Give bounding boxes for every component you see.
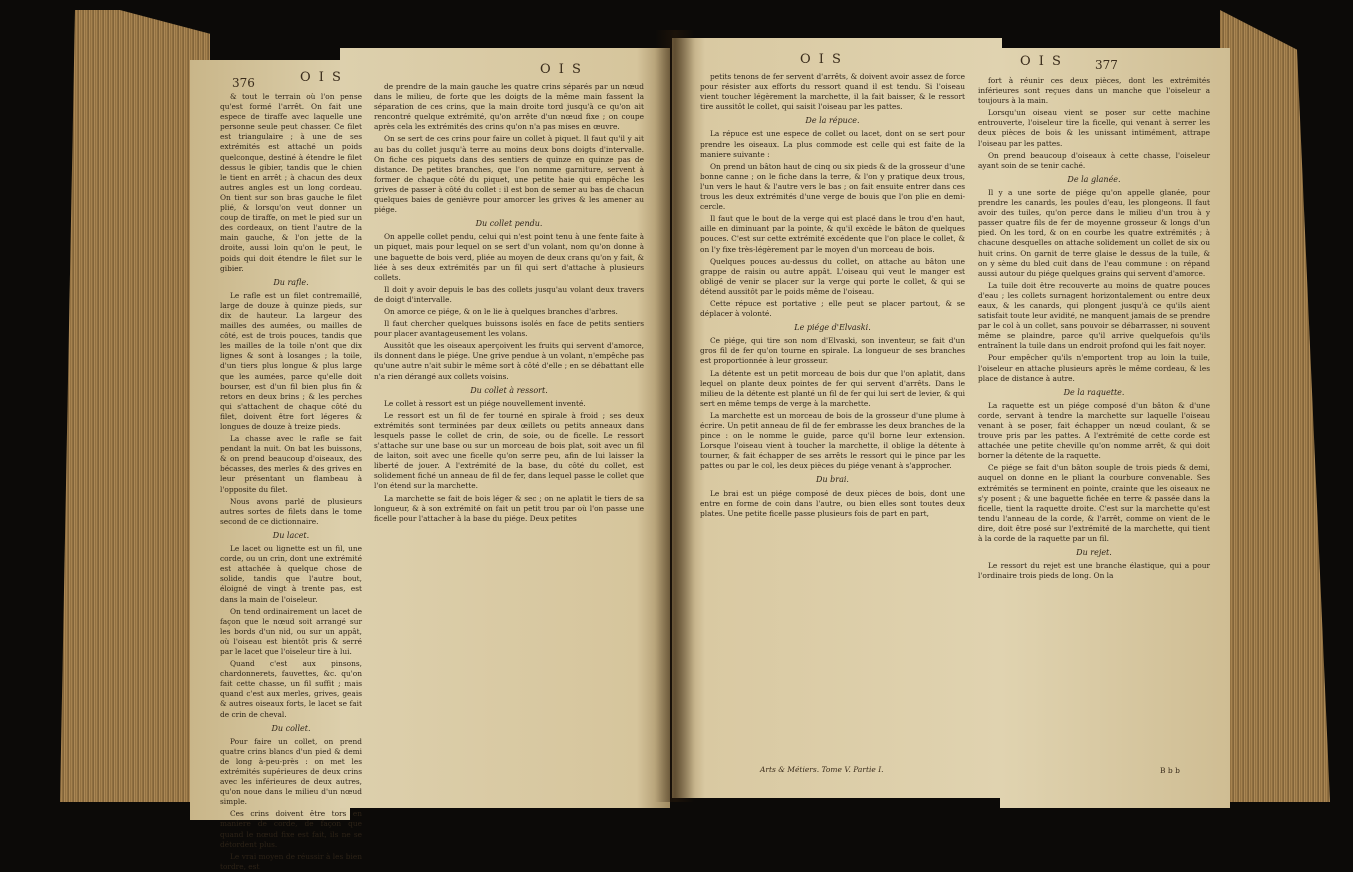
right-page-column-1	[700, 72, 965, 762]
gathering-mark: B b b	[1160, 766, 1180, 775]
paragraph: On prend un bâton haut de cinq ou six pieds & de la grosseur d'une bonne canne ; on le fiche dans la terre, & l'on y pratique deux trous, l'un vers le haut & l'autre vers le bas ; on fait ensuite entrer dans ces trous les deux extrémités d'une verge de bouis que l'on plie en demi-cercle.	[700, 161, 965, 212]
left-page-column-1	[220, 92, 362, 871]
paragraph: Le lacet ou lignette est un fil, une corde, ou un crin, dont une extrémité est attachée à quelque chose de solide, tandis que l'autre bout, éloigné de vingt à trente pas, est dans la main de l'oiseleur.	[220, 544, 362, 604]
paragraph: La tuile doit être recouverte au moins de quatre pouces d'eau ; les collets surnagent horizontalement ou entre deux eaux, & les canards, qui plongent jusqu'à ce qu'ils aient satisfait toute leur avidité, ne manquent jamais de se prendre par le col à un collet, sans pouvoir se débarrasser, ni souvent même se plaindre, parce qu'il arrive quelquefois qu'ils entraînent la tuile dans un endroit profond qui les fait noyer.	[978, 280, 1210, 351]
paragraph: Nous avons parlé de plusieurs autres sortes de filets dans le tome second de ce dictionnaire.	[220, 496, 362, 526]
paragraph: petits tenons de fer servent d'arrêts, & doivent avoir assez de force pour résister aux efforts du ressort quand il est tendu. Si l'oiseau vient toucher légèrement la marchette, il la fait baisser, & le ressort tire aussitôt le collet, qui saisit l'oiseau par les pattes.	[700, 72, 965, 112]
paragraph: Le brai est un piége composé de deux pièces de bois, dont une entre en forme de coin dans l'autre, ou bien elles sont toutes deux plates. Une petite ficelle passe plusieurs fois de part en part,	[700, 488, 965, 518]
book-edge-right	[1220, 10, 1330, 802]
running-head-right-1: O I S	[800, 52, 843, 67]
section-heading: Du collet à ressort.	[470, 385, 548, 395]
paragraph: Ce piége se fait d'un bâton souple de trois pieds & demi, auquel on donne en le pliant la courbure convenable. Ses extrémités se terminent en pointe, crainte que les oiseaux ne s'y posent ; & une baguette fichée en terre & passée dans la ficelle, tient la raquette droite. C'est sur la marchette qu'est tendu l'anneau de la corde, & l'arrêt, comme on vient de le dire, doit être posé sur l'extrémité de la marchette, qui tient à la corde de la raquette par un fil.	[978, 463, 1210, 544]
section-heading: Du brai.	[816, 475, 849, 485]
book-edge-left	[60, 10, 210, 802]
paragraph: Cette répuce est portative ; elle peut se placer partout, & se déplacer à volonté.	[700, 298, 965, 319]
paragraph: La marchette est un morceau de bois de la grosseur d'une plume à écrire. Un petit anneau de fil de fer embrasse les deux branches de la pince : on le nomme le guide, parce qu'il borne leur extension. Lorsque l'oiseau vient à toucher la marchette, il oblige la détente à tourner, & fait échapper de ses arrêts le ressort qui le pince par les pattes ou par le col, les deux pièces du piége venant à s'approcher.	[700, 410, 965, 471]
paragraph: Quelques pouces au-dessus du collet, on attache au bâton une grappe de raisin ou autre appât. L'oiseau qui veut le manger est obligé de venir se placer sur la verge qui porte le collet, & qui se détend aussitôt par le poids même de l'oiseau.	[700, 256, 965, 296]
right-page-column-2	[978, 76, 1210, 776]
section-heading: De la répuce.	[805, 116, 860, 126]
section-heading: Du collet.	[271, 723, 311, 733]
paragraph: Le vrai moyen de réussir à les bien tordre, est	[220, 851, 362, 871]
section-heading: De la raquette.	[1063, 387, 1125, 397]
paragraph: Le rafle est un filet contremaillé, large de douze à quinze pieds, sur dix de hauteur. La largeur des mailles des aumées, ou mailles de côté, est de trois pouces, tandis que les mailles de la toile n'ont que dix lignes & sont à losanges ; la toile, d'un tiers plus longue & plus large que les aumées, parce qu'elle doit bourser, est d'un fil bien plus fin & retors en deux brins ; & les perches qui s'attachent de chaque côté du filet, doivent être fort légeres & longues de douze à treize pieds.	[220, 290, 362, 431]
paragraph: Il faut chercher quelques buissons isolés en face de petits sentiers pour placer avantageusement les volans.	[374, 319, 644, 339]
paragraph: Quand c'est aux pinsons, chardonnerets, fauvettes, &c. qu'on fait cette chasse, un fil suffit ; mais quand c'est aux merles, grives, geais & autres oiseaux forts, le lacet se fait de crin de cheval.	[220, 659, 362, 719]
paragraph: Pour faire un collet, on prend quatre crins blancs d'un pied & demi de long à-peu-près : on met les extrémités supérieures de deux crins avec les inférieures de deux autres, qu'on noue dans le milieu d'un nœud simple.	[220, 736, 362, 807]
running-head-right-2: O I S	[1020, 54, 1063, 69]
page-number-left: 376	[232, 76, 255, 90]
section-heading: De la glanée.	[1067, 174, 1121, 184]
paragraph: Le ressort est un fil de fer tourné en spirale à froid ; ses deux extrémités sont terminées par deux œillets ou petits anneaux dans lesquels passe le collet de crin, de soie, ou de ficelle. Le ressort s'attache sur une base ou sur un morceau de bois plat, soit avec un fil de laiton, soit avec une ficelle qu'on serre peu, afin de lui laisser la liberté de jouer. A l'extrémité de la base, du côté du collet, est solidement fiché un anneau de fil de fer, dans lequel passe le collet que l'on étend sur la marchette.	[374, 410, 644, 491]
section-heading: Du rejet.	[1076, 548, 1112, 558]
paragraph: Il doit y avoir depuis le bas des collets jusqu'au volant deux travers de doigt d'intervalle.	[374, 284, 644, 304]
paragraph: de prendre de la main gauche les quatre crins séparés par un nœud dans le milieu, de forte que les doigts de la même main fassent la séparation de ces crins, que la main droite tord jusqu'à ce qu'on ait rencontré quelque extrémité, qu'on arrête d'un nœud fixe ; on coupe après cela les extrémités des crins qu'on n'a pas mises en œuvre.	[374, 82, 644, 132]
paragraph: On tend ordinairement un lacet de façon que le nœud soit arrangé sur les bords d'un nid, ou sur un appât, où l'oiseau est bientôt pris & serré par le lacet que l'oiseleur tire à lui.	[220, 606, 362, 656]
left-page-column-2	[374, 82, 644, 792]
paragraph: Le ressort du rejet est une branche élastique, qui a pour l'ordinaire trois pieds de long. On la	[978, 561, 1210, 581]
running-head-left-2: O I S	[540, 62, 583, 77]
paragraph: La détente est un petit morceau de bois dur que l'on aplatit, dans lequel on plante deux pointes de fer qui servent d'arrêts. Dans le milieu de la détente est planté un fil de fer qui lui sert de levier, & qui sert en même temps de verge à la marchette.	[700, 368, 965, 408]
paragraph: & tout le terrain où l'on pense qu'est formé l'arrêt. On fait une espece de tiraffe avec laquelle une personne seule peut chasser. Ce filet est triangulaire ; à une de ses extrémités est attaché un poids quelconque, destiné à étendre le filet dessus le gibier, tandis que le chien le tient en arrêt ; à chacun des deux autres angles est un long cordeau. On tient sur son bras gauche le filet plié, & lorsqu'on veut donner un coup de tiraffe, on met le pied sur un des cordeaux, on tient l'autre de la main gauche, & l'on jette de la droite, aussi loin qu'on le peut, le poids qui doit étendre le filet sur le gibier.	[220, 92, 362, 273]
section-heading: Le piége d'Elvaski.	[794, 323, 871, 333]
paragraph: Pour empêcher qu'ils n'emportent trop au loin la tuile, l'oiseleur en attache plusieurs après le même cordeau, & les place de distance à autre.	[978, 353, 1210, 383]
paragraph: La répuce est une espece de collet ou lacet, dont on se sert pour prendre les oiseaux. La plus commode est celle qui est faite de la maniere suivante :	[700, 129, 965, 159]
page-number-right: 377	[1095, 58, 1118, 72]
paragraph: Il y a une sorte de piége qu'on appelle glanée, pour prendre les canards, les poules d'eau, les plongeons. Il faut avoir des tuiles, qu'on perce dans le milieu d'un trou à y passer quatre fils de fer de moyenne grosseur & longs d'un pied. On les tord, & on en courbe les quatre extrémités ; à chacune desquelles on attache solidement un collet de six ou huit crins. On garnit de terre glaise le dessus de la tuile, & on y sème du bled cuit dans de l'eau commune : on répand aussi autour du piége quelques grains qui servent d'amorce.	[978, 187, 1210, 278]
paragraph: On prend beaucoup d'oiseaux à cette chasse, l'oiseleur ayant soin de se tenir caché.	[978, 150, 1210, 170]
section-heading: Du rafle.	[273, 277, 309, 287]
paragraph: Ces crins doivent être tors en maniere de corde, de façon que quand le nœud fixe est fait, ils ne se détordent plus.	[220, 809, 362, 849]
paragraph: On appelle collet pendu, celui qui n'est point tenu à une fente faite à un piquet, mais pour lequel on se sert d'un volant, nom qu'on donne à une baguette de bois verd, pliée au moyen de deux crans qu'on y fait, & liée à ses deux extrémités par un fil qui sert d'attache à plusieurs collets.	[374, 232, 644, 282]
paragraph: Aussitôt que les oiseaux aperçoivent les fruits qui servent d'amorce, ils donnent dans le piége. Une grive pendue à un volant, n'empêche pas qu'une autre n'ait subir le même sort à côté d'elle ; en se débattant elle n'a rien dérangé aux collets voisins.	[374, 341, 645, 381]
book-gutter	[655, 30, 695, 802]
paragraph: La raquette est un piége composé d'un bâton & d'une corde, servant à tendre la marchette sur laquelle l'oiseau venant à se poser, fait échapper un nœud coulant, & se trouve pris par les pattes. A l'extrémité de cette corde est attachée une petite cheville qu'on nomme arrêt, & qui doit borner la détente de la raquette.	[978, 400, 1210, 461]
paragraph: On amorce ce piége, & on le lie à quelques branches d'arbres.	[384, 306, 618, 316]
paragraph: fort à réunir ces deux pièces, dont les extrémités inférieures sont reçues dans un manche que l'oiseleur a toujours à la main.	[978, 76, 1210, 106]
paragraph: Ce piége, qui tire son nom d'Elvaski, son inventeur, se fait d'un gros fil de fer qu'on tourne en spirale. La longueur de ses branches est proportionnée à leur grosseur.	[700, 336, 965, 366]
section-heading: Du collet pendu.	[475, 219, 543, 229]
paragraph: La chasse avec le rafle se fait pendant la nuit. On bat les buissons, & on prend beaucoup d'oiseaux, des bécasses, des merles & des grives en leur présentant un flambeau à l'opposite du filet.	[220, 434, 362, 494]
paragraph: La marchette se fait de bois léger & sec ; on ne aplatit le tiers de sa longueur, & à son extrémité on fait un petit trou par où l'on passe une ficelle pour l'attacher à la base du piége. Deux petites	[374, 493, 644, 523]
paragraph: On se sert de ces crins pour faire un collet à piquet. Il faut qu'il y ait au bas du collet jusqu'à terre au moins deux bons doigts d'intervalle. On fiche ces piquets dans des sentiers de quinze en quinze pas de distance. De petites branches, que l'on nomme garniture, servent à former de chaque côté du piquet, une petite haie qui empêche les grives de passer à côté du collet : il est bon de semer au bas de chacun quelques baies de genièvre pour amorcer les grives & les amener au piége.	[374, 134, 644, 215]
page-footer-signature: Arts & Métiers. Tome V. Partie I.	[760, 765, 884, 774]
paragraph: Le collet à ressort est un piége nouvellement inventé.	[384, 398, 586, 408]
running-head-left-1: O I S	[300, 70, 343, 85]
paragraph: Il faut que le bout de la verge qui est placé dans le trou d'en haut, aille en diminuant par la pointe, & qu'il excède le bâton de quelques pouces. C'est sur cette extrémité excédente que l'on place le collet, & on l'y fixe très-légèrement par le moyen d'un morceau de bois.	[700, 214, 965, 254]
section-heading: Du lacet.	[272, 530, 310, 540]
paragraph: Lorsqu'un oiseau vient se poser sur cette machine entrouverte, l'oiseleur tire la ficelle, qui venant à serrer les deux pièces de bois & les unissant intimément, attrape l'oiseau par les pattes.	[978, 108, 1210, 148]
